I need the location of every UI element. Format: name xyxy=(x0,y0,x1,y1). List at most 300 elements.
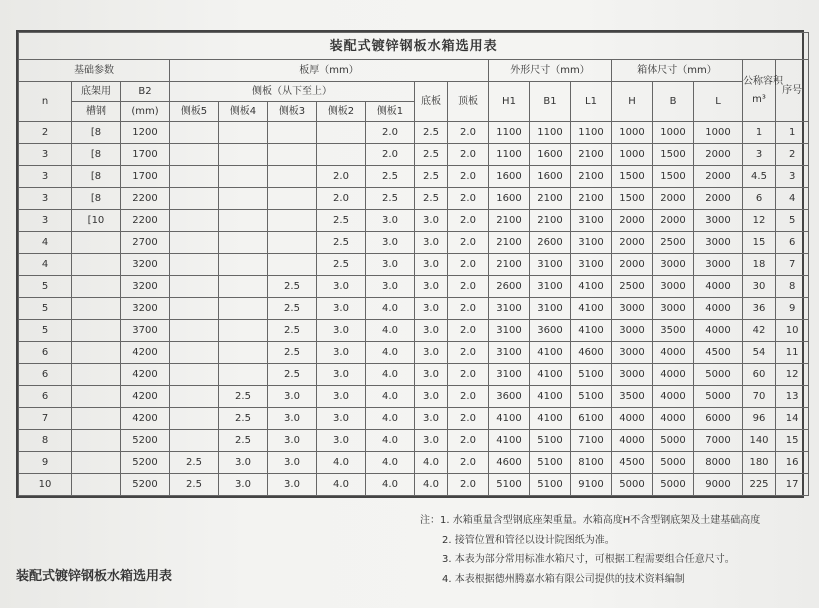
table-cell: 3.0 xyxy=(415,254,448,276)
table-cell: 4600 xyxy=(571,342,612,364)
table-cell xyxy=(219,320,268,342)
table-cell: 4.0 xyxy=(415,452,448,474)
table-cell: 5 xyxy=(776,210,809,232)
table-cell: 2100 xyxy=(571,144,612,166)
table-cell: [8 xyxy=(72,144,121,166)
table-cell: 3.0 xyxy=(268,408,317,430)
header-h: H xyxy=(612,82,653,122)
table-cell xyxy=(72,342,121,364)
table-cell: 3100 xyxy=(489,298,530,320)
table-cell: 3.0 xyxy=(415,276,448,298)
table-cell xyxy=(219,188,268,210)
table-cell: 3.0 xyxy=(317,430,366,452)
table-cell: 2 xyxy=(776,144,809,166)
header-b1: B1 xyxy=(530,82,571,122)
table-cell: 2.0 xyxy=(448,320,489,342)
header-seq: 序号 xyxy=(776,60,809,122)
table-cell: 5 xyxy=(19,320,72,342)
table-cell xyxy=(72,320,121,342)
table-row xyxy=(19,188,809,210)
header-b2: B2 xyxy=(121,82,170,102)
table-cell: 3 xyxy=(19,166,72,188)
table-cell: 2.0 xyxy=(448,408,489,430)
table-cell: 1700 xyxy=(121,166,170,188)
table-cell xyxy=(170,298,219,320)
table-row xyxy=(19,408,809,430)
table-cell: 4000 xyxy=(653,342,694,364)
table-cell: 2.5 xyxy=(415,144,448,166)
header-base-params: 基础参数 xyxy=(19,60,170,82)
table-cell: 2000 xyxy=(612,232,653,254)
table-cell: 3000 xyxy=(612,364,653,386)
table-cell: 4000 xyxy=(653,408,694,430)
table-cell: 5000 xyxy=(694,386,743,408)
table-cell: 4000 xyxy=(653,386,694,408)
table-cell: 3.0 xyxy=(268,430,317,452)
table-cell xyxy=(219,298,268,320)
table-cell: 4000 xyxy=(653,364,694,386)
table-cell: 2000 xyxy=(653,188,694,210)
table-cell: 4100 xyxy=(530,364,571,386)
table-cell: 2000 xyxy=(653,210,694,232)
table-cell: 6 xyxy=(776,232,809,254)
table-cell: 2.5 xyxy=(317,232,366,254)
table-cell: 1100 xyxy=(489,122,530,144)
table-cell: 4100 xyxy=(571,276,612,298)
table-cell xyxy=(219,210,268,232)
note-2: 2. 接管位置和管径以设计院图纸为准。 xyxy=(442,534,615,546)
header-steel-channel: 槽钢 xyxy=(72,102,121,122)
table-cell: 4100 xyxy=(489,430,530,452)
table-cell: 17 xyxy=(776,474,809,496)
table-cell: 3.0 xyxy=(219,452,268,474)
table-row xyxy=(19,122,809,144)
table-cell: 2.5 xyxy=(268,320,317,342)
header-plate-thickness: 板厚（mm） xyxy=(170,60,489,82)
table-cell: 2100 xyxy=(571,166,612,188)
table-cell: 3000 xyxy=(694,254,743,276)
table-cell: 2000 xyxy=(612,210,653,232)
table-cell: 1500 xyxy=(612,188,653,210)
table-cell: 4 xyxy=(776,188,809,210)
table-cell: 2.0 xyxy=(366,122,415,144)
table-cell: 4000 xyxy=(694,320,743,342)
table-cell: 4100 xyxy=(571,298,612,320)
table-cell: 4100 xyxy=(530,408,571,430)
table-cell: 1600 xyxy=(489,188,530,210)
table-cell: 2100 xyxy=(489,210,530,232)
table-cell: 4000 xyxy=(612,408,653,430)
table-cell xyxy=(170,254,219,276)
table-cell: 4100 xyxy=(530,386,571,408)
table-title: 装配式镀锌钢板水箱选用表 xyxy=(19,33,809,60)
table-cell: 1700 xyxy=(121,144,170,166)
table-cell: 5100 xyxy=(530,430,571,452)
table-row xyxy=(19,144,809,166)
table-cell: 8 xyxy=(19,430,72,452)
table-cell: 3100 xyxy=(489,320,530,342)
table-cell: 4500 xyxy=(612,452,653,474)
table-cell: 1100 xyxy=(571,122,612,144)
table-cell: 2700 xyxy=(121,232,170,254)
table-cell: 11 xyxy=(776,342,809,364)
table-cell: 2600 xyxy=(530,232,571,254)
header-steel: 底架用 xyxy=(72,82,121,102)
table-cell: 5200 xyxy=(121,474,170,496)
table-cell: 2100 xyxy=(489,232,530,254)
table-cell: 3.0 xyxy=(415,430,448,452)
table-cell: 2500 xyxy=(653,232,694,254)
table-cell: 2.0 xyxy=(448,166,489,188)
table-cell xyxy=(72,452,121,474)
table-cell: 3100 xyxy=(530,254,571,276)
table-cell: 96 xyxy=(743,408,776,430)
table-cell: 2.0 xyxy=(317,188,366,210)
table-cell: 1100 xyxy=(489,144,530,166)
table-cell xyxy=(219,166,268,188)
table-cell xyxy=(268,188,317,210)
table-cell: 8 xyxy=(776,276,809,298)
table-cell: 2.5 xyxy=(268,364,317,386)
table-cell: 5100 xyxy=(530,452,571,474)
table-cell: 2.5 xyxy=(366,188,415,210)
table-cell: 3.0 xyxy=(317,342,366,364)
table-cell: 2.5 xyxy=(268,298,317,320)
table-cell xyxy=(72,232,121,254)
table-cell: 3 xyxy=(19,210,72,232)
table-cell: 2.0 xyxy=(317,166,366,188)
table-cell: 5000 xyxy=(653,430,694,452)
table-cell: 4600 xyxy=(489,452,530,474)
table-row xyxy=(19,254,809,276)
table-cell: 2.0 xyxy=(448,342,489,364)
table-cell: 3200 xyxy=(121,254,170,276)
table-cell: [8 xyxy=(72,166,121,188)
table-cell: 3100 xyxy=(489,342,530,364)
table-cell: 54 xyxy=(743,342,776,364)
table-cell: 4500 xyxy=(694,342,743,364)
table-cell: 2.5 xyxy=(170,474,219,496)
table-cell: 1600 xyxy=(530,144,571,166)
table-cell: 4000 xyxy=(694,276,743,298)
table-cell: 2.5 xyxy=(366,166,415,188)
table-cell: 2.5 xyxy=(268,342,317,364)
table-cell: 1500 xyxy=(612,166,653,188)
table-cell: 5200 xyxy=(121,430,170,452)
table-cell: 4.0 xyxy=(317,474,366,496)
table-cell: 3.0 xyxy=(415,408,448,430)
table-cell: 2.0 xyxy=(448,232,489,254)
header-bottom-plate: 底板 xyxy=(415,82,448,122)
table-cell: 7100 xyxy=(571,430,612,452)
table-cell: 3000 xyxy=(694,210,743,232)
table-cell: 3.0 xyxy=(268,452,317,474)
header-side-1: 侧板1 xyxy=(366,102,415,122)
note-3: 3. 本表为部分常用标准水箱尺寸，可根据工程需要组合任意尺寸。 xyxy=(442,554,735,565)
table-cell xyxy=(317,122,366,144)
table-cell: [8 xyxy=(72,188,121,210)
table-cell: 4.0 xyxy=(415,474,448,496)
table-cell xyxy=(219,232,268,254)
table-cell xyxy=(170,430,219,452)
table-cell: 4000 xyxy=(612,430,653,452)
header-b2-unit: (mm) xyxy=(121,102,170,122)
table-cell: 4.0 xyxy=(366,298,415,320)
table-cell: 2000 xyxy=(694,166,743,188)
table-cell: 225 xyxy=(743,474,776,496)
table-cell xyxy=(219,276,268,298)
table-cell: 3.0 xyxy=(317,408,366,430)
header-nominal-volume: 公称容积 m³ xyxy=(743,60,776,122)
table-cell: 3 xyxy=(776,166,809,188)
table-cell xyxy=(268,122,317,144)
table-cell: 4.0 xyxy=(366,364,415,386)
table-row xyxy=(19,276,809,298)
table-cell: 3000 xyxy=(653,276,694,298)
table-cell: 180 xyxy=(743,452,776,474)
table-cell: 2100 xyxy=(489,254,530,276)
table-cell: 7 xyxy=(19,408,72,430)
table-cell xyxy=(170,320,219,342)
table-cell: 2000 xyxy=(694,144,743,166)
note-4: 4. 本表根据德州腾嘉水箱有限公司提供的技术资料编制 xyxy=(442,573,685,585)
table-cell: 3.0 xyxy=(366,276,415,298)
table-cell: 1100 xyxy=(530,122,571,144)
table-cell xyxy=(72,474,121,496)
header-side-5: 侧板5 xyxy=(170,102,219,122)
table-cell xyxy=(170,364,219,386)
table-cell: 1 xyxy=(743,122,776,144)
table-cell: 2.0 xyxy=(448,430,489,452)
table-cell xyxy=(170,144,219,166)
table-cell: 5000 xyxy=(653,452,694,474)
table-cell: 4.0 xyxy=(366,474,415,496)
table-cell: 2600 xyxy=(489,276,530,298)
table-cell: 1000 xyxy=(653,122,694,144)
table-cell xyxy=(170,188,219,210)
table-cell xyxy=(317,144,366,166)
table-cell: 2 xyxy=(19,122,72,144)
table-cell xyxy=(170,166,219,188)
table-cell: 6 xyxy=(19,342,72,364)
table-cell xyxy=(268,166,317,188)
table-cell xyxy=(170,386,219,408)
table-cell: 5100 xyxy=(489,474,530,496)
table-cell: 2.0 xyxy=(448,188,489,210)
header-side-3: 侧板3 xyxy=(268,102,317,122)
table-cell: 3200 xyxy=(121,298,170,320)
table-cell: 3700 xyxy=(121,320,170,342)
table-cell: 1000 xyxy=(612,144,653,166)
table-cell: 3.0 xyxy=(415,342,448,364)
table-cell: 4 xyxy=(19,232,72,254)
table-cell xyxy=(170,232,219,254)
table-cell: 3000 xyxy=(612,320,653,342)
table-cell: 2000 xyxy=(694,188,743,210)
table-row xyxy=(19,386,809,408)
table-cell: 3.0 xyxy=(415,298,448,320)
table-cell: 3600 xyxy=(530,320,571,342)
table-row xyxy=(19,210,809,232)
header-inner-dimensions: 箱体尺寸（mm） xyxy=(612,60,743,82)
table-cell xyxy=(170,210,219,232)
table-cell: 4.5 xyxy=(743,166,776,188)
table-cell: 3.0 xyxy=(366,210,415,232)
table-cell: 5100 xyxy=(530,474,571,496)
table-cell xyxy=(72,298,121,320)
table-cell: 2100 xyxy=(530,188,571,210)
table-cell: 9000 xyxy=(694,474,743,496)
table-row xyxy=(19,474,809,496)
table-cell: 9 xyxy=(19,452,72,474)
table-cell: 2.0 xyxy=(448,474,489,496)
table-cell: 3.0 xyxy=(415,210,448,232)
table-cell: 4200 xyxy=(121,364,170,386)
table-cell: 7000 xyxy=(694,430,743,452)
table-cell: 3100 xyxy=(530,298,571,320)
header-side-2: 侧板2 xyxy=(317,102,366,122)
table-cell: 4200 xyxy=(121,386,170,408)
table-cell: 42 xyxy=(743,320,776,342)
table-cell: 2.5 xyxy=(219,408,268,430)
table-cell: 12 xyxy=(776,364,809,386)
table-cell: 3100 xyxy=(571,254,612,276)
table-cell: 2.5 xyxy=(170,452,219,474)
table-cell: 18 xyxy=(743,254,776,276)
table-cell: 3.0 xyxy=(415,364,448,386)
table-cell: 3100 xyxy=(530,276,571,298)
table-cell: 2.5 xyxy=(415,122,448,144)
table-row xyxy=(19,320,809,342)
table-cell: 3000 xyxy=(612,298,653,320)
table-cell: 2.5 xyxy=(219,386,268,408)
table-cell: [10 xyxy=(72,210,121,232)
table-cell: 3.0 xyxy=(268,386,317,408)
table-cell: 4.0 xyxy=(366,386,415,408)
table-cell: 10 xyxy=(776,320,809,342)
header-outer-dimensions: 外形尺寸（mm） xyxy=(489,60,612,82)
header-l1: L1 xyxy=(571,82,612,122)
table-cell xyxy=(72,408,121,430)
table-cell: 4.0 xyxy=(317,452,366,474)
notes-block xyxy=(420,511,760,589)
table-cell: 1200 xyxy=(121,122,170,144)
table-cell: 3.0 xyxy=(317,386,366,408)
table-cell: 3100 xyxy=(489,364,530,386)
table-cell xyxy=(219,342,268,364)
table-cell: 1 xyxy=(776,122,809,144)
table-row xyxy=(19,298,809,320)
table-cell: 3000 xyxy=(653,254,694,276)
table-cell: 1600 xyxy=(489,166,530,188)
table-cell xyxy=(170,276,219,298)
table-cell xyxy=(72,386,121,408)
table-cell: 9100 xyxy=(571,474,612,496)
table-cell: 3 xyxy=(19,188,72,210)
table-cell: 60 xyxy=(743,364,776,386)
table-cell: 3 xyxy=(19,144,72,166)
table-cell: 3000 xyxy=(612,342,653,364)
table-cell: 2100 xyxy=(571,188,612,210)
table-cell xyxy=(72,276,121,298)
table-row xyxy=(19,430,809,452)
selection-table xyxy=(16,30,804,498)
table-cell: 3200 xyxy=(121,276,170,298)
table-cell xyxy=(268,232,317,254)
table-cell xyxy=(268,210,317,232)
table-row xyxy=(19,364,809,386)
table-cell: 4000 xyxy=(694,298,743,320)
table-cell: 4200 xyxy=(121,408,170,430)
table-cell: 3.0 xyxy=(317,364,366,386)
table-cell: 2200 xyxy=(121,188,170,210)
table-cell: 3.0 xyxy=(268,474,317,496)
table-cell: 5000 xyxy=(694,364,743,386)
header-side-4: 侧板4 xyxy=(219,102,268,122)
table-cell: 6 xyxy=(743,188,776,210)
table-cell: 4.0 xyxy=(366,320,415,342)
table-cell: 13 xyxy=(776,386,809,408)
table-cell: 12 xyxy=(743,210,776,232)
table-cell: 3000 xyxy=(694,232,743,254)
table-cell: 9 xyxy=(776,298,809,320)
table-cell: 1500 xyxy=(653,144,694,166)
table-cell: 7 xyxy=(776,254,809,276)
table-cell xyxy=(72,364,121,386)
table-cell: 8100 xyxy=(571,452,612,474)
table-cell xyxy=(268,254,317,276)
table-cell: 3.0 xyxy=(317,320,366,342)
table-cell: 5000 xyxy=(612,474,653,496)
table-cell: 5200 xyxy=(121,452,170,474)
table-cell: 4200 xyxy=(121,342,170,364)
table-cell: 15 xyxy=(776,430,809,452)
table-row xyxy=(19,166,809,188)
table-cell: 6000 xyxy=(694,408,743,430)
table-cell: 3.0 xyxy=(366,232,415,254)
table-cell: 3.0 xyxy=(415,386,448,408)
table-cell xyxy=(219,254,268,276)
header-l: L xyxy=(694,82,743,122)
table-cell: 5 xyxy=(19,276,72,298)
table-cell: 10 xyxy=(19,474,72,496)
table-cell xyxy=(72,254,121,276)
table-cell: 4100 xyxy=(489,408,530,430)
table-cell: 2.0 xyxy=(448,254,489,276)
table-cell: 2.0 xyxy=(448,386,489,408)
table-cell: 15 xyxy=(743,232,776,254)
table-cell: 3.0 xyxy=(415,232,448,254)
table-cell: 6 xyxy=(19,386,72,408)
table-cell: 4.0 xyxy=(366,430,415,452)
table-cell: 3.0 xyxy=(366,254,415,276)
table-cell: 2500 xyxy=(612,276,653,298)
table-cell: 3.0 xyxy=(317,298,366,320)
table-cell: 6100 xyxy=(571,408,612,430)
page-caption: 装配式镀锌钢板水箱选用表 xyxy=(16,569,173,584)
header-n: n xyxy=(19,82,72,122)
table-cell: 3100 xyxy=(571,210,612,232)
table-cell: 3000 xyxy=(653,298,694,320)
table-cell xyxy=(72,430,121,452)
table-cell: 5 xyxy=(19,298,72,320)
table-row xyxy=(19,452,809,474)
table-cell: 2.0 xyxy=(448,364,489,386)
table-cell: 2.0 xyxy=(448,452,489,474)
table-cell: 3.0 xyxy=(415,320,448,342)
header-b: B xyxy=(653,82,694,122)
table-cell: 3600 xyxy=(489,386,530,408)
